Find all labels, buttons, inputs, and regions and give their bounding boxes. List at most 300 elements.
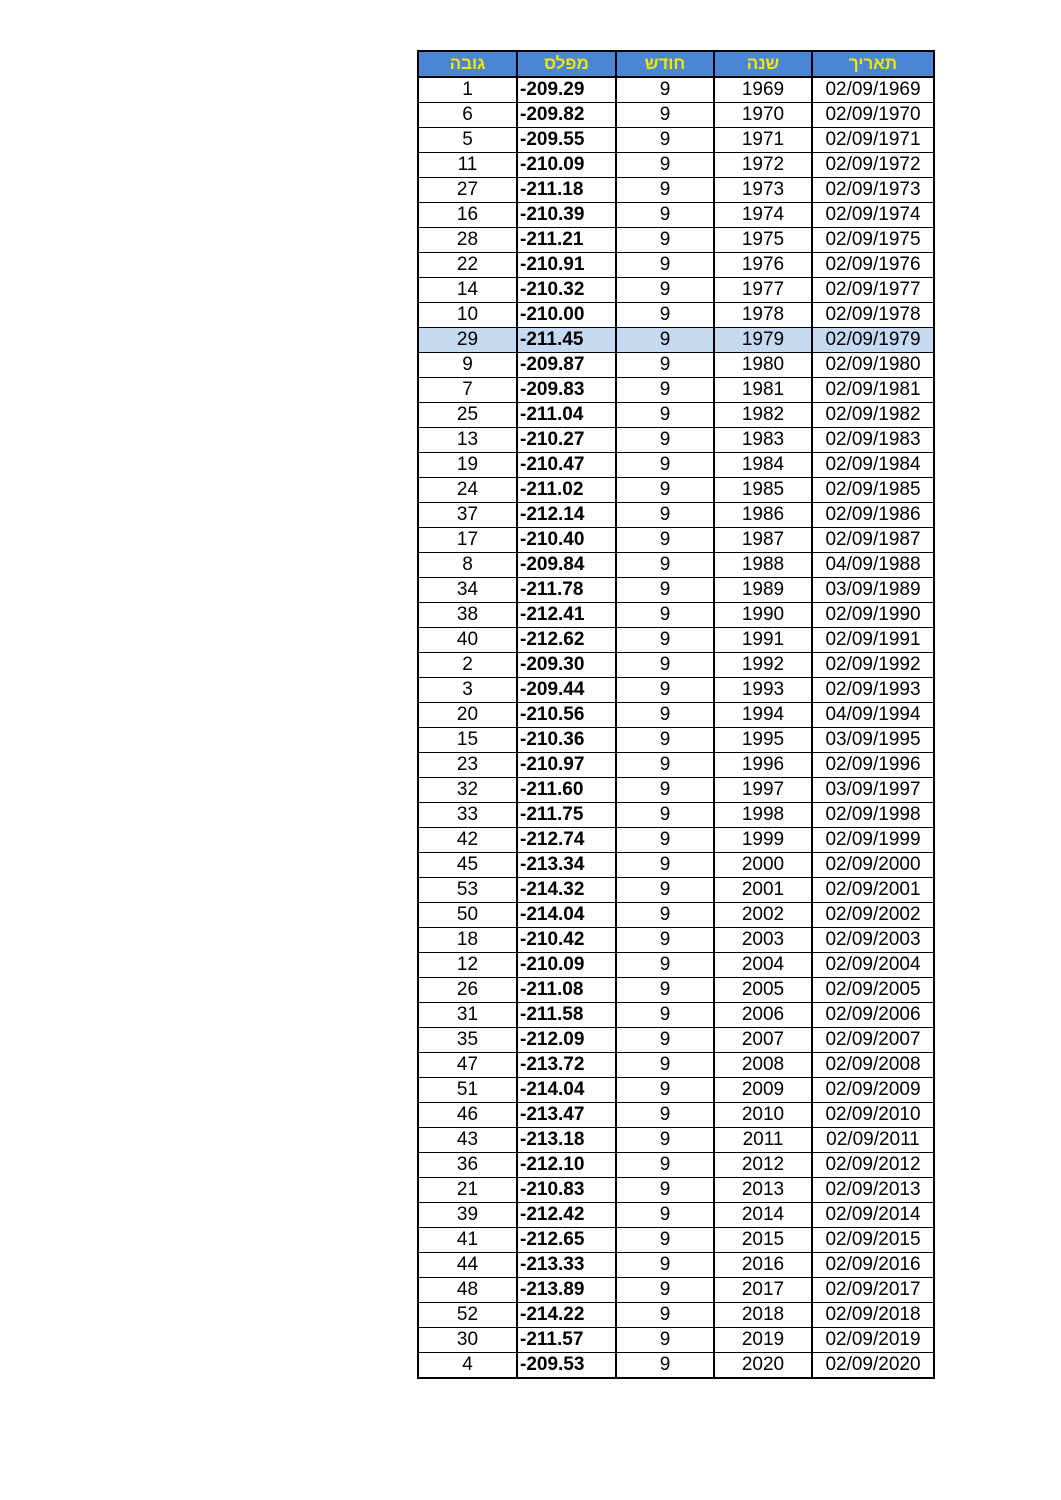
month-cell: 9 [616, 1278, 714, 1303]
height-cell: 12 [418, 953, 517, 978]
table-body [418, 77, 934, 1378]
table-row [418, 378, 934, 403]
height-cell: 6 [418, 103, 517, 128]
year-cell: 2010 [714, 1103, 812, 1128]
date-cell: 02/09/2013 [812, 1178, 934, 1203]
year-cell: 2007 [714, 1028, 812, 1053]
table-row [418, 1128, 934, 1153]
table-row [418, 178, 934, 203]
height-cell: 47 [418, 1053, 517, 1078]
table-row [418, 728, 934, 753]
height-cell: 50 [418, 903, 517, 928]
table-row [418, 1103, 934, 1128]
water-level-table [417, 50, 935, 1379]
height-cell: 27 [418, 178, 517, 203]
date-cell: 02/09/1970 [812, 103, 934, 128]
height-cell: 39 [418, 1203, 517, 1228]
height-cell: 35 [418, 1028, 517, 1053]
year-cell: 2013 [714, 1178, 812, 1203]
level-cell: -209.84 [517, 553, 616, 578]
month-cell: 9 [616, 203, 714, 228]
table-row [418, 128, 934, 153]
table-row [418, 1028, 934, 1053]
table-row [418, 1078, 934, 1103]
date-cell: 02/09/1969 [812, 77, 934, 103]
height-cell: 42 [418, 828, 517, 853]
table-row [418, 603, 934, 628]
table-row [418, 978, 934, 1003]
table-row [418, 1253, 934, 1278]
height-cell: 24 [418, 478, 517, 503]
height-cell: 4 [418, 1353, 517, 1379]
year-cell: 1971 [714, 128, 812, 153]
date-cell: 02/09/2002 [812, 903, 934, 928]
year-cell: 1991 [714, 628, 812, 653]
table-row [418, 903, 934, 928]
month-cell: 9 [616, 1103, 714, 1128]
height-cell: 22 [418, 253, 517, 278]
height-cell: 2 [418, 653, 517, 678]
height-cell: 46 [418, 1103, 517, 1128]
month-cell: 9 [616, 853, 714, 878]
month-cell: 9 [616, 1228, 714, 1253]
month-cell: 9 [616, 1253, 714, 1278]
height-cell: 15 [418, 728, 517, 753]
date-cell: 02/09/1977 [812, 278, 934, 303]
table-row [418, 853, 934, 878]
table-row [418, 1153, 934, 1178]
date-cell: 02/09/1984 [812, 453, 934, 478]
date-cell: 02/09/2007 [812, 1028, 934, 1053]
month-cell: 9 [616, 1053, 714, 1078]
date-cell: 02/09/2003 [812, 928, 934, 953]
month-cell: 9 [616, 803, 714, 828]
year-cell: 1970 [714, 103, 812, 128]
height-cell: 21 [418, 1178, 517, 1203]
date-cell: 02/09/2006 [812, 1003, 934, 1028]
height-cell: 25 [418, 403, 517, 428]
height-cell: 36 [418, 1153, 517, 1178]
level-cell: -211.45 [517, 328, 616, 353]
year-cell: 1980 [714, 353, 812, 378]
year-cell: 1978 [714, 303, 812, 328]
date-cell: 02/09/2008 [812, 1053, 934, 1078]
level-cell: -209.44 [517, 678, 616, 703]
level-cell: -214.22 [517, 1303, 616, 1328]
height-cell: 41 [418, 1228, 517, 1253]
date-cell: 02/09/1973 [812, 178, 934, 203]
date-cell: 02/09/1990 [812, 603, 934, 628]
table-row [418, 553, 934, 578]
level-cell: -211.57 [517, 1328, 616, 1353]
date-cell: 04/09/1994 [812, 703, 934, 728]
year-cell: 2006 [714, 1003, 812, 1028]
year-cell: 2011 [714, 1128, 812, 1153]
month-cell: 9 [616, 978, 714, 1003]
date-cell: 03/09/1989 [812, 578, 934, 603]
month-cell: 9 [616, 328, 714, 353]
year-cell: 1969 [714, 77, 812, 103]
month-cell: 9 [616, 228, 714, 253]
table-row [418, 403, 934, 428]
table-row [418, 778, 934, 803]
month-cell: 9 [616, 528, 714, 553]
month-cell: 9 [616, 778, 714, 803]
table-row [418, 228, 934, 253]
level-cell: -210.40 [517, 528, 616, 553]
year-cell: 2020 [714, 1353, 812, 1379]
level-cell: -209.53 [517, 1353, 616, 1379]
month-cell: 9 [616, 503, 714, 528]
level-cell: -210.83 [517, 1178, 616, 1203]
date-cell: 02/09/2001 [812, 878, 934, 903]
year-cell: 1973 [714, 178, 812, 203]
level-cell: -210.00 [517, 303, 616, 328]
table-row [418, 1328, 934, 1353]
date-cell: 02/09/1974 [812, 203, 934, 228]
date-cell: 02/09/1979 [812, 328, 934, 353]
month-cell: 9 [616, 828, 714, 853]
month-cell: 9 [616, 278, 714, 303]
year-cell: 2002 [714, 903, 812, 928]
month-cell: 9 [616, 403, 714, 428]
month-cell: 9 [616, 428, 714, 453]
year-cell: 1981 [714, 378, 812, 403]
level-cell: -210.36 [517, 728, 616, 753]
date-cell: 02/09/1992 [812, 653, 934, 678]
height-cell: 28 [418, 228, 517, 253]
year-cell: 2018 [714, 1303, 812, 1328]
level-cell: -212.74 [517, 828, 616, 853]
year-cell: 1982 [714, 403, 812, 428]
table-row [418, 503, 934, 528]
date-cell: 02/09/1980 [812, 353, 934, 378]
date-cell: 02/09/1981 [812, 378, 934, 403]
date-cell: 02/09/1976 [812, 253, 934, 278]
date-cell: 02/09/1991 [812, 628, 934, 653]
month-cell: 9 [616, 928, 714, 953]
date-cell: 02/09/2000 [812, 853, 934, 878]
header-level: מפלס [517, 51, 616, 77]
year-cell: 1989 [714, 578, 812, 603]
date-cell: 03/09/1995 [812, 728, 934, 753]
table-row [418, 478, 934, 503]
level-cell: -211.78 [517, 578, 616, 603]
month-cell: 9 [616, 878, 714, 903]
level-cell: -213.72 [517, 1053, 616, 1078]
header-height: גובה [418, 51, 517, 77]
level-cell: -209.55 [517, 128, 616, 153]
month-cell: 9 [616, 1128, 714, 1153]
table-row [418, 103, 934, 128]
level-cell: -210.47 [517, 453, 616, 478]
month-cell: 9 [616, 1028, 714, 1053]
year-cell: 1999 [714, 828, 812, 853]
year-cell: 1992 [714, 653, 812, 678]
height-cell: 26 [418, 978, 517, 1003]
date-cell: 02/09/1993 [812, 678, 934, 703]
year-cell: 2001 [714, 878, 812, 903]
table-row [418, 653, 934, 678]
level-cell: -210.56 [517, 703, 616, 728]
level-cell: -213.18 [517, 1128, 616, 1153]
month-cell: 9 [616, 1353, 714, 1379]
level-cell: -213.34 [517, 853, 616, 878]
level-cell: -211.58 [517, 1003, 616, 1028]
month-cell: 9 [616, 478, 714, 503]
year-cell: 1975 [714, 228, 812, 253]
height-cell: 37 [418, 503, 517, 528]
height-cell: 3 [418, 678, 517, 703]
date-cell: 02/09/1986 [812, 503, 934, 528]
month-cell: 9 [616, 378, 714, 403]
height-cell: 38 [418, 603, 517, 628]
height-cell: 18 [418, 928, 517, 953]
header-date: תאריך [812, 51, 934, 77]
level-cell: -211.21 [517, 228, 616, 253]
month-cell: 9 [616, 1153, 714, 1178]
month-cell: 9 [616, 1003, 714, 1028]
table-row [418, 528, 934, 553]
month-cell: 9 [616, 903, 714, 928]
level-cell: -209.87 [517, 353, 616, 378]
height-cell: 10 [418, 303, 517, 328]
height-cell: 13 [418, 428, 517, 453]
height-cell: 16 [418, 203, 517, 228]
date-cell: 02/09/2020 [812, 1353, 934, 1379]
year-cell: 1993 [714, 678, 812, 703]
date-cell: 02/09/2009 [812, 1078, 934, 1103]
level-cell: -212.14 [517, 503, 616, 528]
level-cell: -214.04 [517, 1078, 616, 1103]
level-cell: -213.33 [517, 1253, 616, 1278]
table-row [418, 353, 934, 378]
level-cell: -209.30 [517, 653, 616, 678]
height-cell: 5 [418, 128, 517, 153]
month-cell: 9 [616, 178, 714, 203]
height-cell: 30 [418, 1328, 517, 1353]
table-row [418, 328, 934, 353]
date-cell: 02/09/2011 [812, 1128, 934, 1153]
month-cell: 9 [616, 1203, 714, 1228]
date-cell: 02/09/1971 [812, 128, 934, 153]
height-cell: 7 [418, 378, 517, 403]
date-cell: 03/09/1997 [812, 778, 934, 803]
table-row [418, 753, 934, 778]
year-cell: 2014 [714, 1203, 812, 1228]
year-cell: 1994 [714, 703, 812, 728]
table-row [418, 153, 934, 178]
month-cell: 9 [616, 77, 714, 103]
date-cell: 02/09/2017 [812, 1278, 934, 1303]
table-row [418, 1053, 934, 1078]
year-cell: 1985 [714, 478, 812, 503]
level-cell: -210.91 [517, 253, 616, 278]
level-cell: -212.41 [517, 603, 616, 628]
month-cell: 9 [616, 453, 714, 478]
height-cell: 32 [418, 778, 517, 803]
date-cell: 02/09/2016 [812, 1253, 934, 1278]
year-cell: 1986 [714, 503, 812, 528]
year-cell: 2012 [714, 1153, 812, 1178]
level-cell: -211.60 [517, 778, 616, 803]
table-row [418, 303, 934, 328]
header-year: שנה [714, 51, 812, 77]
table-row [418, 678, 934, 703]
table-row [418, 703, 934, 728]
month-cell: 9 [616, 1178, 714, 1203]
height-cell: 17 [418, 528, 517, 553]
height-cell: 52 [418, 1303, 517, 1328]
date-cell: 02/09/1985 [812, 478, 934, 503]
year-cell: 2009 [714, 1078, 812, 1103]
month-cell: 9 [616, 728, 714, 753]
level-cell: -210.09 [517, 153, 616, 178]
year-cell: 2015 [714, 1228, 812, 1253]
table-row [418, 203, 934, 228]
height-cell: 40 [418, 628, 517, 653]
level-cell: -212.42 [517, 1203, 616, 1228]
height-cell: 44 [418, 1253, 517, 1278]
year-cell: 1997 [714, 778, 812, 803]
table-row [418, 628, 934, 653]
date-cell: 02/09/2019 [812, 1328, 934, 1353]
month-cell: 9 [616, 603, 714, 628]
date-cell: 02/09/1978 [812, 303, 934, 328]
level-cell: -210.27 [517, 428, 616, 453]
year-cell: 1990 [714, 603, 812, 628]
level-cell: -211.04 [517, 403, 616, 428]
level-cell: -212.10 [517, 1153, 616, 1178]
month-cell: 9 [616, 303, 714, 328]
date-cell: 02/09/2018 [812, 1303, 934, 1328]
height-cell: 19 [418, 453, 517, 478]
height-cell: 51 [418, 1078, 517, 1103]
date-cell: 02/09/2010 [812, 1103, 934, 1128]
year-cell: 2000 [714, 853, 812, 878]
month-cell: 9 [616, 153, 714, 178]
date-cell: 04/09/1988 [812, 553, 934, 578]
year-cell: 1988 [714, 553, 812, 578]
level-cell: -212.65 [517, 1228, 616, 1253]
table-row [418, 1278, 934, 1303]
level-cell: -213.47 [517, 1103, 616, 1128]
year-cell: 1998 [714, 803, 812, 828]
table-row [418, 278, 934, 303]
month-cell: 9 [616, 753, 714, 778]
level-cell: -212.09 [517, 1028, 616, 1053]
year-cell: 1977 [714, 278, 812, 303]
table-row [418, 928, 934, 953]
year-cell: 1996 [714, 753, 812, 778]
table-row [418, 1003, 934, 1028]
height-cell: 9 [418, 353, 517, 378]
height-cell: 53 [418, 878, 517, 903]
year-cell: 2016 [714, 1253, 812, 1278]
year-cell: 1983 [714, 428, 812, 453]
month-cell: 9 [616, 253, 714, 278]
table-row [418, 953, 934, 978]
level-cell: -211.02 [517, 478, 616, 503]
date-cell: 02/09/1975 [812, 228, 934, 253]
level-cell: -209.83 [517, 378, 616, 403]
date-cell: 02/09/2012 [812, 1153, 934, 1178]
table-row [418, 1353, 934, 1379]
date-cell: 02/09/1982 [812, 403, 934, 428]
date-cell: 02/09/1983 [812, 428, 934, 453]
date-cell: 02/09/2005 [812, 978, 934, 1003]
table-row [418, 428, 934, 453]
month-cell: 9 [616, 628, 714, 653]
level-cell: -214.32 [517, 878, 616, 903]
height-cell: 29 [418, 328, 517, 353]
header-row [418, 51, 934, 77]
year-cell: 2005 [714, 978, 812, 1003]
level-cell: -210.39 [517, 203, 616, 228]
date-cell: 02/09/2015 [812, 1228, 934, 1253]
month-cell: 9 [616, 353, 714, 378]
level-cell: -210.09 [517, 953, 616, 978]
table-row [418, 878, 934, 903]
table-row [418, 1228, 934, 1253]
year-cell: 2004 [714, 953, 812, 978]
date-cell: 02/09/1972 [812, 153, 934, 178]
table-row [418, 578, 934, 603]
month-cell: 9 [616, 553, 714, 578]
month-cell: 9 [616, 578, 714, 603]
date-cell: 02/09/1987 [812, 528, 934, 553]
month-cell: 9 [616, 653, 714, 678]
date-cell: 02/09/2014 [812, 1203, 934, 1228]
date-cell: 02/09/1996 [812, 753, 934, 778]
month-cell: 9 [616, 1078, 714, 1103]
level-cell: -209.82 [517, 103, 616, 128]
table-row [418, 1178, 934, 1203]
year-cell: 2017 [714, 1278, 812, 1303]
height-cell: 34 [418, 578, 517, 603]
height-cell: 1 [418, 77, 517, 103]
year-cell: 1995 [714, 728, 812, 753]
level-cell: -210.42 [517, 928, 616, 953]
year-cell: 1984 [714, 453, 812, 478]
header-month: חודש [616, 51, 714, 77]
table-row [418, 77, 934, 103]
height-cell: 45 [418, 853, 517, 878]
date-cell: 02/09/1998 [812, 803, 934, 828]
month-cell: 9 [616, 678, 714, 703]
height-cell: 8 [418, 553, 517, 578]
height-cell: 48 [418, 1278, 517, 1303]
table-row [418, 453, 934, 478]
year-cell: 2003 [714, 928, 812, 953]
month-cell: 9 [616, 128, 714, 153]
height-cell: 11 [418, 153, 517, 178]
height-cell: 14 [418, 278, 517, 303]
height-cell: 31 [418, 1003, 517, 1028]
year-cell: 1987 [714, 528, 812, 553]
table-row [418, 828, 934, 853]
year-cell: 1972 [714, 153, 812, 178]
table-row [418, 1303, 934, 1328]
height-cell: 23 [418, 753, 517, 778]
year-cell: 1979 [714, 328, 812, 353]
level-cell: -211.08 [517, 978, 616, 1003]
level-cell: -209.29 [517, 77, 616, 103]
level-cell: -213.89 [517, 1278, 616, 1303]
month-cell: 9 [616, 1328, 714, 1353]
height-cell: 20 [418, 703, 517, 728]
table-row [418, 803, 934, 828]
